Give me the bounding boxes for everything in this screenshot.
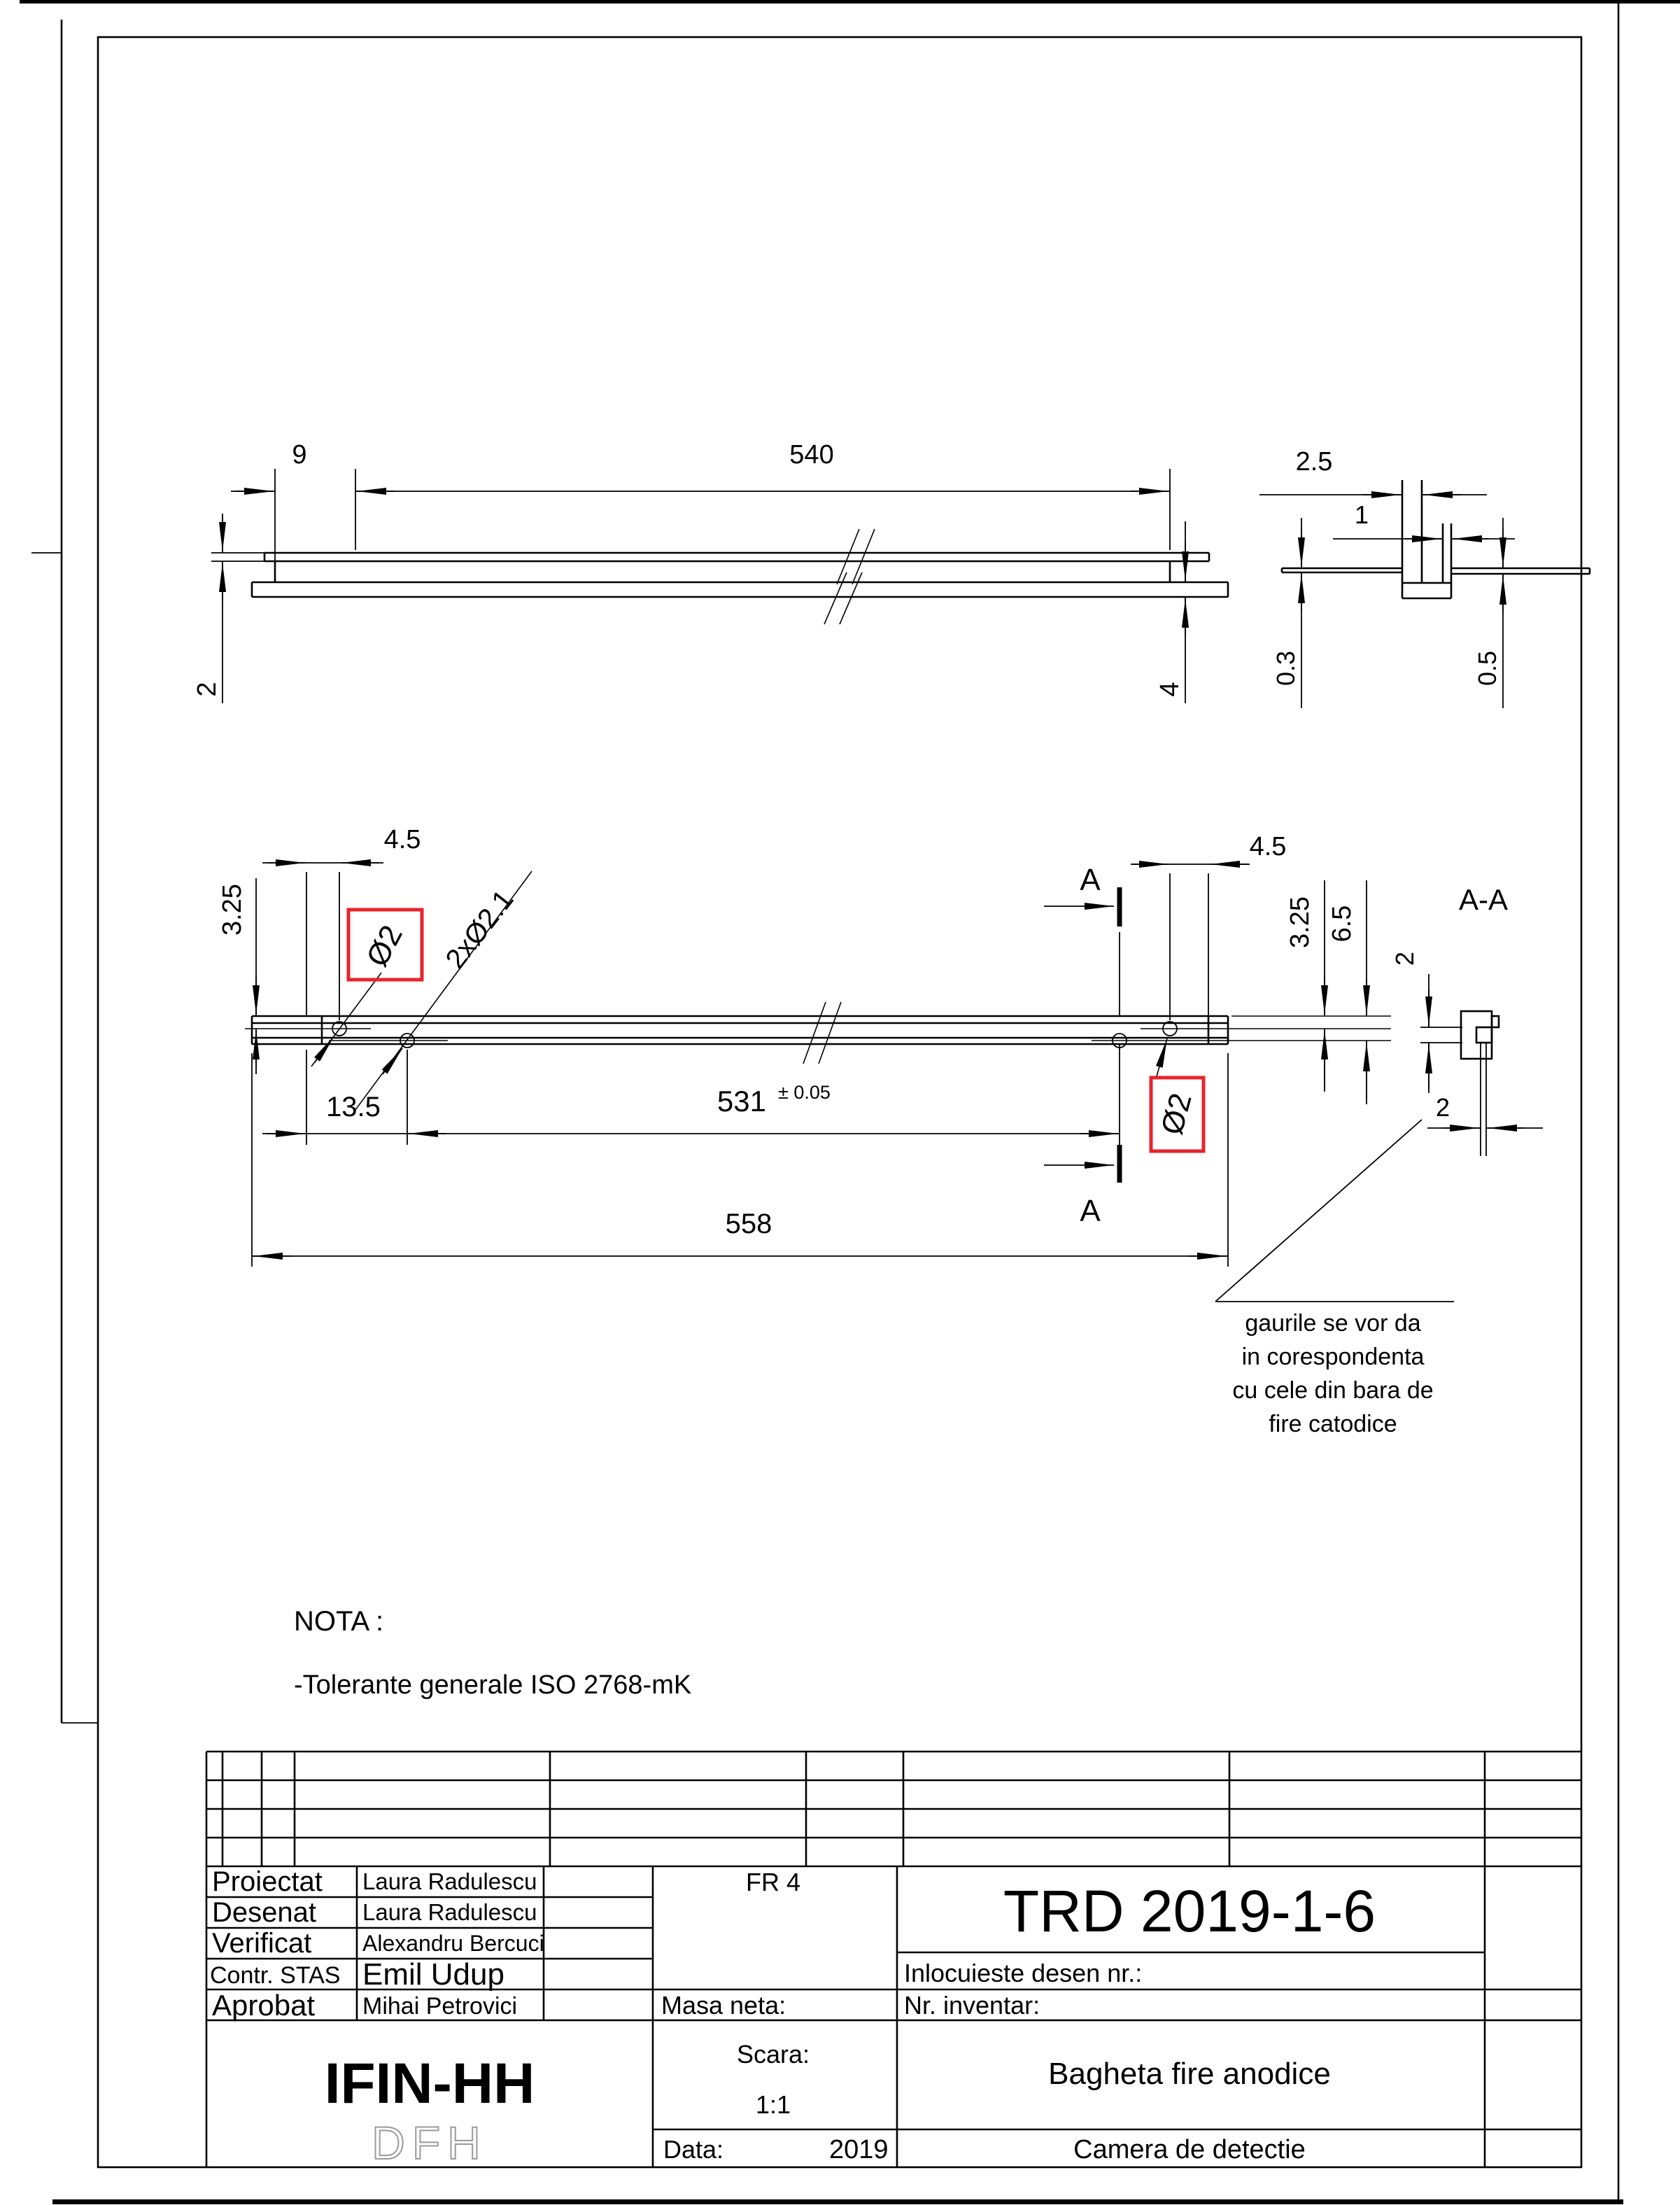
dim-2x-holes: 2xØ2.1 [439, 884, 520, 975]
leader-note-line-4: fire catodice [1269, 1411, 1397, 1437]
dim-0-3: 0.3 [1271, 650, 1300, 686]
scale-label: Scara: [736, 2040, 810, 2069]
section-label-top: A [1080, 863, 1101, 897]
section-cut-markers [1044, 887, 1120, 1183]
date-label: Data: [663, 2135, 724, 2164]
signature-name-4: Emil Udup [362, 1957, 504, 1992]
general-note [294, 1606, 691, 1700]
signature-name-1: Laura Radulescu [362, 1868, 537, 1894]
leader-note-line-1: gaurile se vor da [1245, 1310, 1421, 1337]
top-view-dimensions [211, 469, 1185, 703]
top-view-linework [252, 529, 1228, 624]
replaces-drawing-label: Inlocuieste desen nr.: [904, 1959, 1143, 1987]
dim-3-25-right: 3.25 [1285, 896, 1315, 948]
inventory-number-label: Nr. inventar: [904, 1991, 1040, 2020]
signature-role-3: Verificat [212, 1928, 312, 1959]
dim-2-5: 2.5 [1295, 447, 1333, 477]
organization-name: IFIN-HH [324, 2052, 535, 2115]
leader-note-line-3: cu cele din bara de [1232, 1377, 1434, 1404]
dim-hole-left: Ø2 [360, 920, 409, 973]
signature-role-5: Aprobat [212, 1989, 316, 2022]
note-leader-lines [1215, 1120, 1454, 1302]
dim-hole-right: Ø2 [1155, 1090, 1199, 1139]
department-name: DFH [372, 2117, 488, 2169]
dim-531: 531 [717, 1085, 766, 1118]
title-block-texts [210, 1866, 1376, 2169]
dim-558: 558 [725, 1209, 772, 1239]
section-aa-linework [1461, 1011, 1499, 1156]
section-label-bottom: A [1080, 1194, 1101, 1228]
signature-role-2: Desenat [212, 1897, 316, 1928]
signature-name-5: Mihai Petrovici [362, 1993, 518, 2020]
drawing-number: TRD 2019-1-6 [1003, 1878, 1376, 1944]
signature-role-4: Contr. STAS [210, 1962, 341, 1989]
dim-540: 540 [789, 440, 834, 470]
leader-note-line-2: in corespondenta [1241, 1344, 1425, 1370]
plan-view-dimensions [252, 863, 1367, 1267]
scale-value: 1:1 [755, 2090, 791, 2119]
dim-4-bar: 4 [1155, 682, 1185, 697]
dim-13-5: 13.5 [326, 1092, 381, 1122]
section-dim-vertical: 2 [1390, 951, 1419, 966]
section-dim-horizontal: 2 [1435, 1093, 1450, 1122]
leader-note-text [1232, 1310, 1433, 1437]
dim-2-plate: 2 [192, 682, 222, 697]
dimension-texts [192, 440, 1508, 1239]
nota-title: NOTA : [294, 1606, 384, 1637]
dim-4-5-left: 4.5 [383, 825, 421, 854]
project-title: Camera de detectie [1073, 2135, 1306, 2164]
dim-3-25-left: 3.25 [218, 884, 247, 936]
nota-body: -Tolerante generale ISO 2768-mK [294, 1670, 692, 1700]
net-mass-label: Masa neta: [661, 1991, 786, 2020]
material-value: FR 4 [745, 1868, 801, 1896]
signature-role-1: Proiectat [212, 1866, 323, 1897]
plan-view-linework [245, 1002, 1391, 1064]
dim-0-5: 0.5 [1473, 650, 1502, 686]
dim-6-5: 6.5 [1327, 905, 1357, 943]
dim-4-5-right: 4.5 [1249, 832, 1287, 861]
dim-9: 9 [292, 440, 307, 470]
signature-name-2: Laura Radulescu [362, 1899, 537, 1925]
dim-1: 1 [1354, 500, 1369, 529]
section-aa-label: A-A [1458, 883, 1509, 916]
date-value: 2019 [829, 2135, 889, 2164]
part-title: Bagheta fire anodice [1048, 2057, 1331, 2091]
dim-531-tolerance: ± 0.05 [778, 1082, 831, 1103]
signature-name-3: Alexandru Bercuci [362, 1931, 544, 1956]
